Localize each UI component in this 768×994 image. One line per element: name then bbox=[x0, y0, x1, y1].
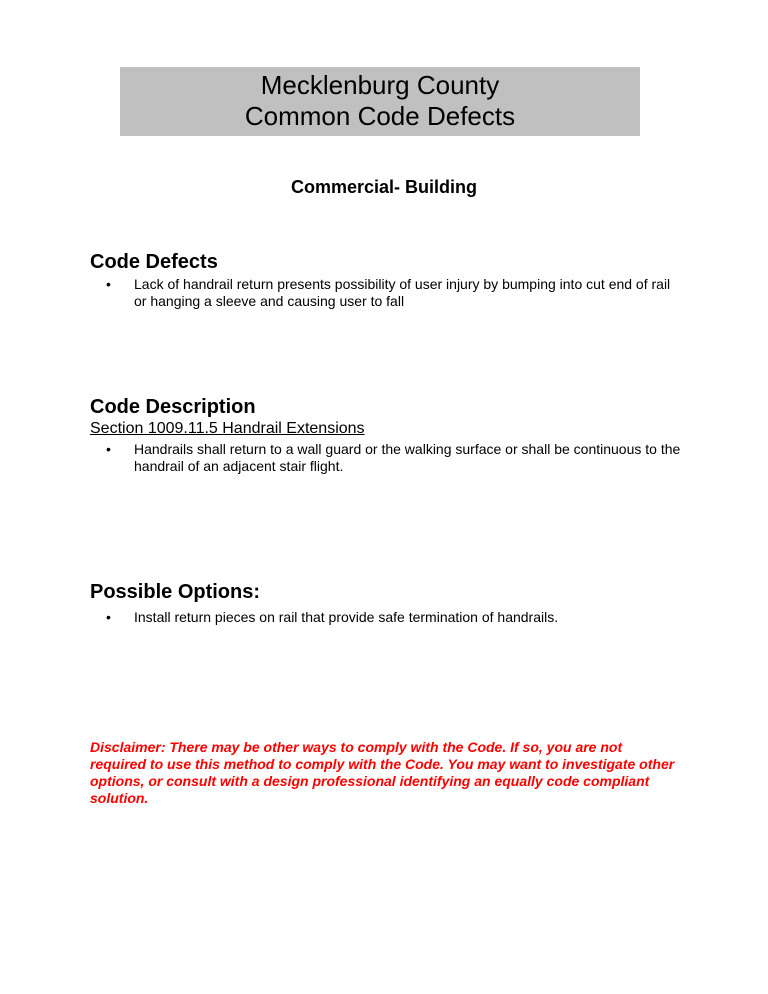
bullet-icon: • bbox=[106, 441, 111, 457]
title-line-2: Common Code Defects bbox=[244, 101, 516, 131]
disclaimer-text: Disclaimer: There may be other ways to comply with the Code. If so, you are not required to use this method to comply with the Code. You may want to investigate other options, or consult with a design professional identifying an equally code compliant solution. bbox=[90, 739, 675, 806]
bullet-icon: • bbox=[106, 276, 111, 292]
title-box bbox=[120, 67, 640, 136]
bullet-icon: • bbox=[106, 609, 111, 625]
title-line-1: Mecklenburg County bbox=[260, 70, 500, 100]
defect-list-item bbox=[106, 276, 684, 310]
code-defects-heading: Code Defects bbox=[90, 251, 218, 273]
page-subtitle: Commercial- Building bbox=[290, 177, 478, 197]
description-list-item bbox=[106, 441, 684, 475]
option-text: Install return pieces on rail that provide safe termination of handrails. bbox=[134, 609, 559, 625]
option-list-item bbox=[106, 609, 684, 626]
possible-options-heading: Possible Options: bbox=[90, 581, 261, 603]
section-reference: Section 1009.11.5 Handrail Extensions bbox=[90, 420, 365, 437]
description-text: Handrails shall return to a wall guard or the walking surface or shall be continuous to the handrail of an adjacent stair flight. bbox=[134, 441, 681, 474]
code-description-heading: Code Description bbox=[90, 396, 256, 418]
defect-text: Lack of handrail return presents possibility of user injury by bumping into cut end of rail or hanging a sleeve and causing user to fall bbox=[134, 276, 671, 309]
